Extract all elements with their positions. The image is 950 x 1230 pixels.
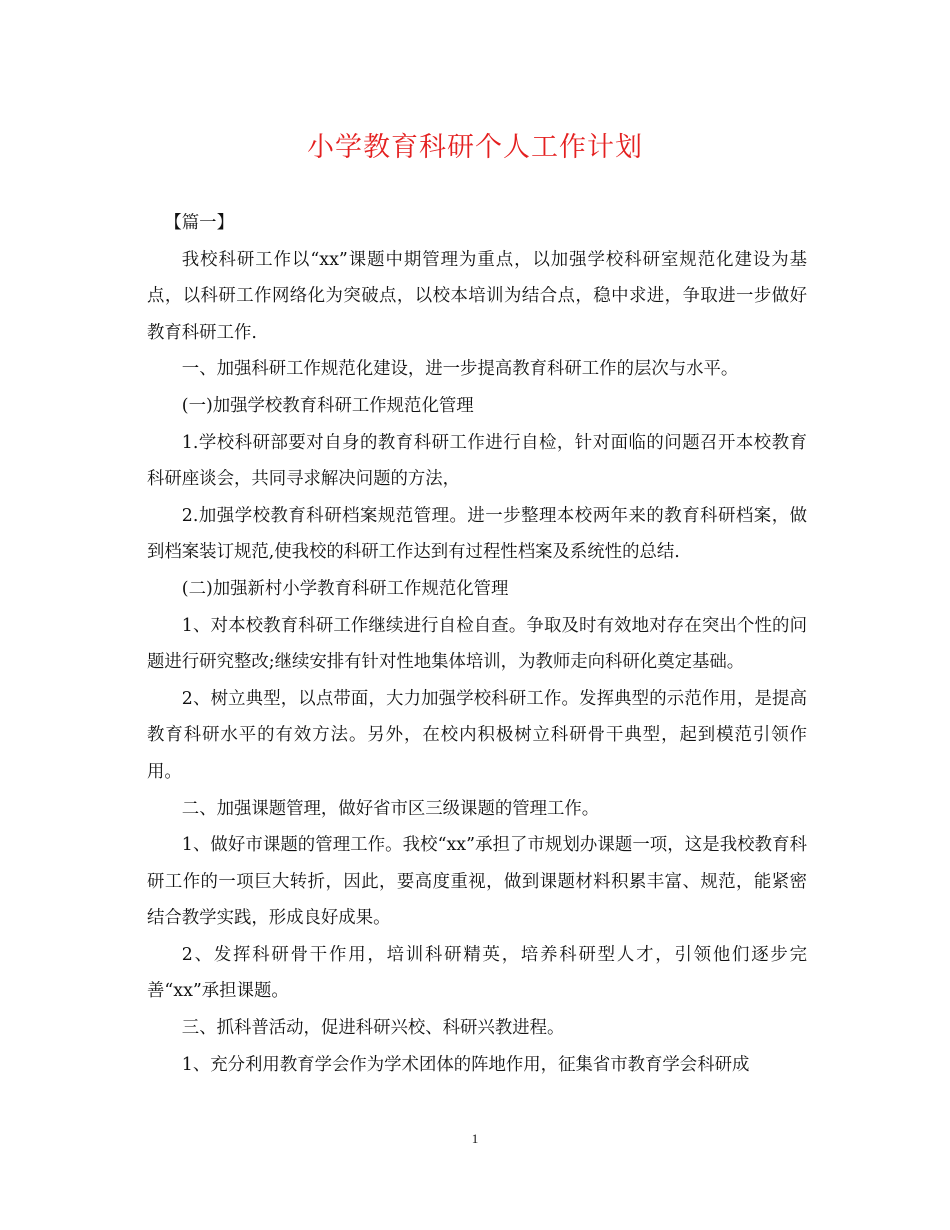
document-title: 小学教育科研个人工作计划 xyxy=(307,132,643,163)
heading-section-2: 二、加强课题管理，做好省市区三级课题的管理工作。 xyxy=(181,798,600,819)
paragraph-1-1-1: 1.学校科研部要对自身的教育科研工作进行自检，针对面临的问题召开本校教育科研座谈会，共同寻求解决问题的方法， xyxy=(147,432,807,490)
paragraph-1-2-2: 2、树立典型，以点带面，大力加强学校科研工作。发挥典型的示范作用，是提高教育科研水平的有效方法。另外，在校内积极树立科研骨干典型，起到模范引领作用。 xyxy=(147,688,807,782)
paragraph-3-1: 1、充分利用教育学会作为学术团体的阵地作用，征集省市教育学会科研成 xyxy=(181,1054,750,1075)
heading-section-3: 三、抓科普活动，促进科研兴校、科研兴教进程。 xyxy=(181,1018,565,1039)
subheading-1-1: (一)加强学校教育科研工作规范化管理 xyxy=(181,395,474,416)
page-number: 1 xyxy=(471,1131,479,1146)
section-tag: 【篇一】 xyxy=(164,213,234,233)
paragraph-intro: 我校科研工作以“xx”课题中期管理为重点，以加强学校科研室规范化建设为基点，以科研工作网络化为突破点，以校本培训为结合点，稳中求进，争取进一步做好教育科研工作. xyxy=(147,249,807,343)
paragraph-2-2: 2、发挥科研骨干作用，培训科研精英，培养科研型人才，引领他们逐步完善“xx”承担课题。 xyxy=(147,944,807,1002)
paragraph-2-1: 1、做好市课题的管理工作。我校“xx”承担了市规划办课题一项，这是我校教育科研工作的一项巨大转折，因此，要高度重视，做到课题材料积累丰富、规范，能紧密结合教学实践，形成良好成果。 xyxy=(147,835,807,929)
paragraph-1-1-2: 2.加强学校教育科研档案规范管理。进一步整理本校两年来的教育科研档案，做到档案装订规范,使我校的科研工作达到有过程性档案及系统性的总结. xyxy=(147,505,807,563)
paragraph-1-2-1: 1、对本校教育科研工作继续进行自检自查。争取及时有效地对存在突出个性的问题进行研究整改;继续安排有针对性地集体培训，为教师走向科研化奠定基础。 xyxy=(147,615,807,673)
heading-section-1: 一、加强科研工作规范化建设，进一步提高教育科研工作的层次与水平。 xyxy=(181,359,739,380)
document-body xyxy=(147,205,807,1083)
subheading-1-2: (二)加强新村小学教育科研工作规范化管理 xyxy=(181,578,509,599)
